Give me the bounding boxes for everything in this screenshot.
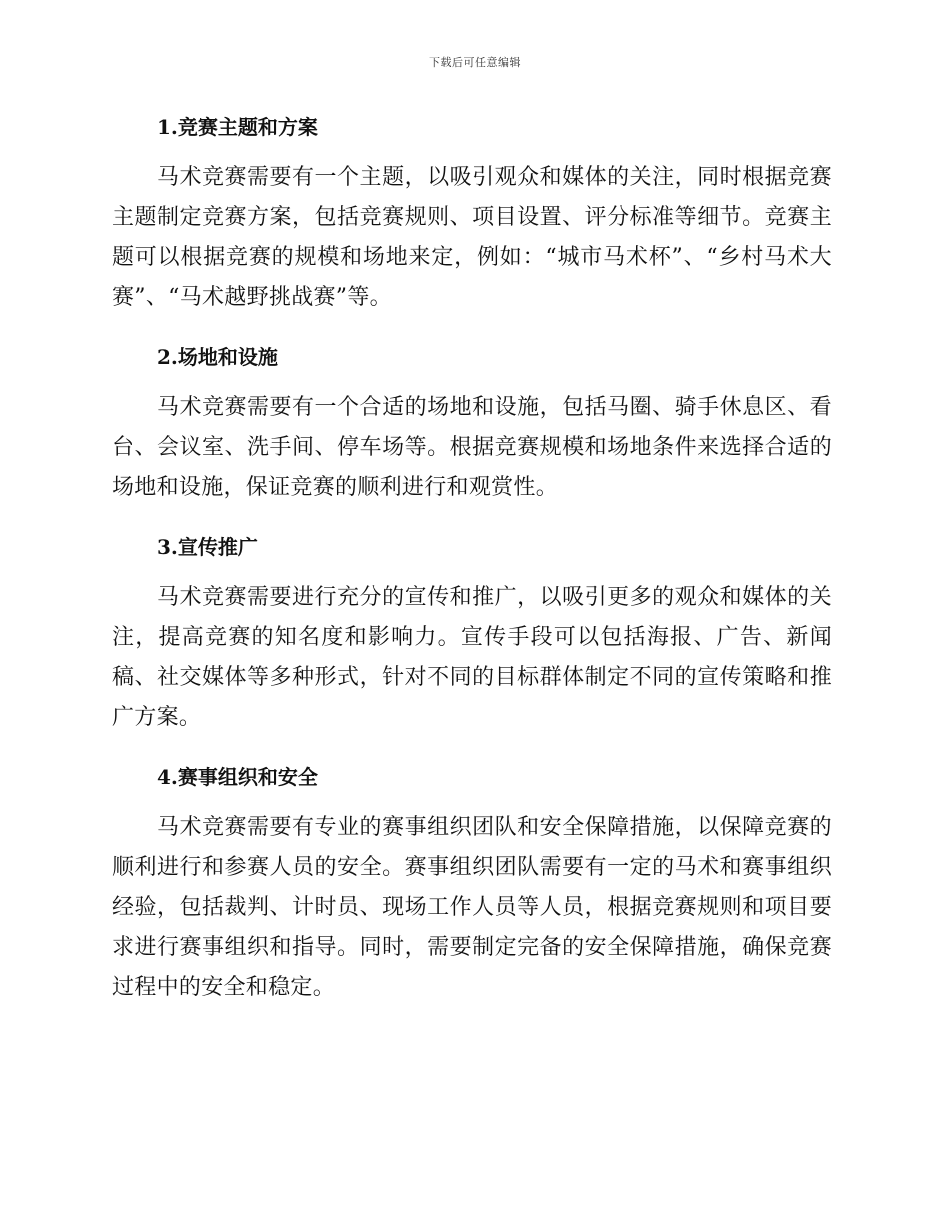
section-paragraph: 马术竞赛需要有专业的赛事组织团队和安全保障措施，以保障竞赛的顺利进行和参赛人员的安全。赛事组织团队需要有一定的马术和赛事组织经验，包括裁判、计时员、现场工作人员等人员，根据竞赛规则和项目要求进行赛事组织和指导。同时，需要制定完备的安全保障措施，确保竞赛过程中的安全和稳定。 xyxy=(112,815,832,1000)
section-heading: 2.场地和设施 xyxy=(157,345,278,369)
section-1 xyxy=(112,108,832,318)
section-2 xyxy=(112,338,832,508)
section-paragraph: 马术竞赛需要有一个主题，以吸引观众和媒体的关注，同时根据竞赛主题制定竞赛方案，包括竞赛规则、项目设置、评分标准等细节。竞赛主题可以根据竞赛的规模和场地来定，例如：“城市马术杯”、“乡村马术大赛”、“马术越野挑战赛”等。 xyxy=(112,165,832,310)
section-heading: 3.宣传推广 xyxy=(157,535,258,559)
section-paragraph: 马术竞赛需要进行充分的宣传和推广，以吸引更多的观众和媒体的关注，提高竞赛的知名度和影响力。宣传手段可以包括海报、广告、新闻稿、社交媒体等多种形式，针对不同的目标群体制定不同的宣传策略和推广方案。 xyxy=(112,585,832,730)
section-heading: 1.竞赛主题和方案 xyxy=(157,115,318,139)
section-heading: 4.赛事组织和安全 xyxy=(157,765,318,789)
section-4 xyxy=(112,758,832,1008)
document-body xyxy=(112,108,832,1028)
page-header: 下载后可任意编辑 xyxy=(429,56,521,69)
section-paragraph: 马术竞赛需要有一个合适的场地和设施，包括马圈、骑手休息区、看台、会议室、洗手间、停车场等。根据竞赛规模和场地条件来选择合适的场地和设施，保证竞赛的顺利进行和观赏性。 xyxy=(112,395,832,500)
section-3 xyxy=(112,528,832,738)
